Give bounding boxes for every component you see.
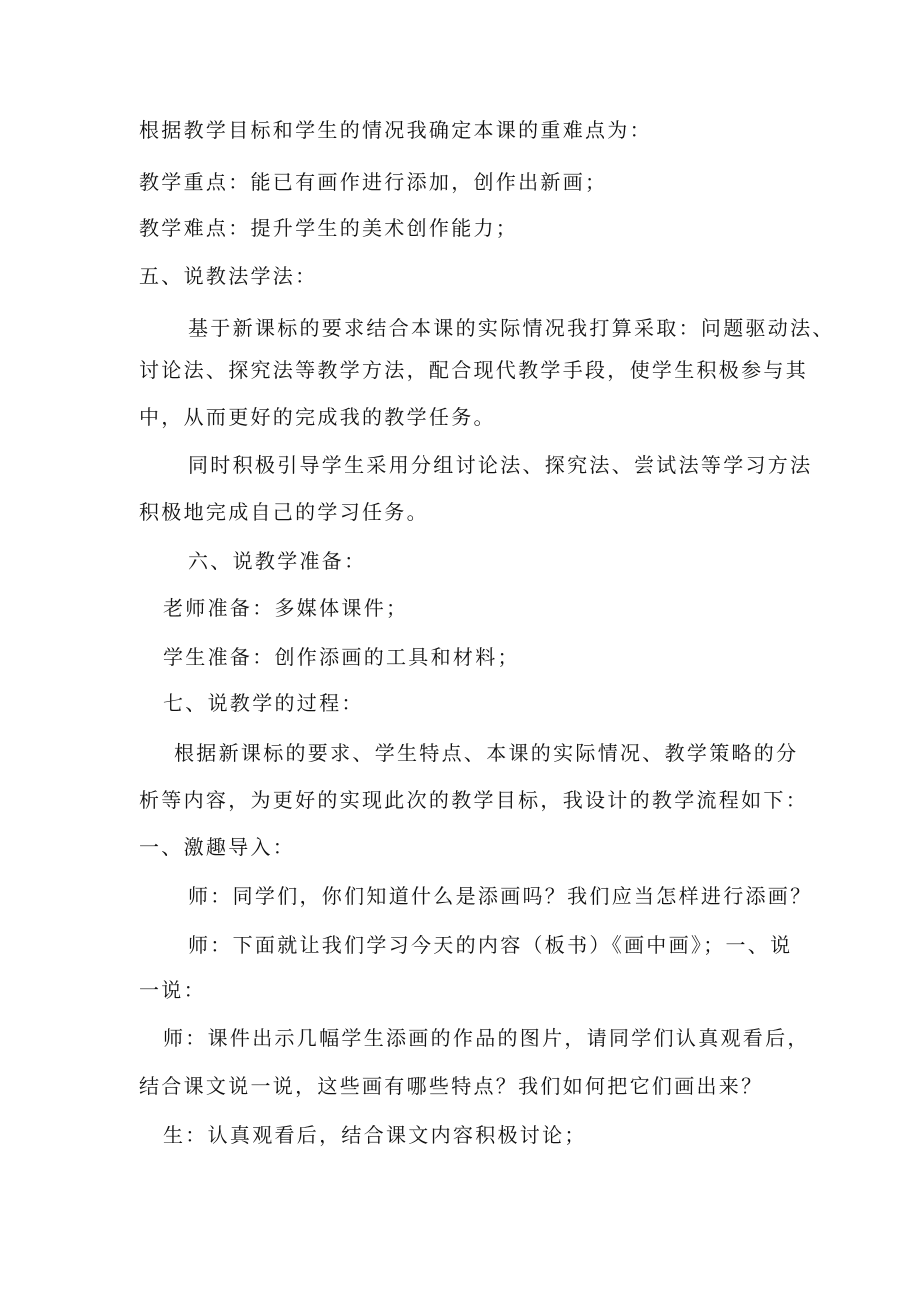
text-line-5: 基于新课标的要求结合本课的实际情况我打算采取：问题驱动法、 — [188, 316, 835, 340]
text-line-19: 一说： — [139, 978, 206, 1002]
section-heading-5: 五、说教法学法： — [139, 264, 318, 288]
text-line-20: 师：课件出示几幅学生添画的作品的图片，请同学们认真观看后， — [163, 1026, 810, 1050]
text-line-3: 教学难点：提升学生的美术创作能力； — [139, 216, 519, 240]
text-line-11: 老师准备：多媒体课件； — [163, 596, 409, 620]
section-heading-6: 六、说教学准备： — [188, 549, 367, 573]
subsection-heading-1: 一、激趣导入： — [139, 835, 296, 859]
text-line-8: 同时积极引导学生采用分组讨论法、探究法、尝试法等学习方法 — [188, 453, 813, 477]
text-line-9: 积极地完成自己的学习任务。 — [139, 500, 429, 524]
text-line-15: 析等内容，为更好的实现此次的教学目标，我设计的教学流程如下： — [139, 788, 808, 812]
text-line-12: 学生准备：创作添画的工具和材料； — [163, 645, 520, 669]
text-line-7: 中，从而更好的完成我的教学任务。 — [139, 405, 496, 429]
text-line-14: 根据新课标的要求、学生特点、本课的实际情况、教学策略的分 — [174, 741, 799, 765]
text-line-21: 结合课文说一说，这些画有哪些特点？我们如何把它们画出来？ — [139, 1074, 764, 1098]
text-line-18: 师：下面就让我们学习今天的内容（板书）《画中画》；一、说 — [188, 933, 793, 957]
text-line-2: 教学重点：能已有画作进行添加，创作出新画； — [139, 170, 608, 194]
text-line-6: 讨论法、探究法等教学方法，配合现代教学手段，使学生积极参与其 — [139, 358, 808, 382]
text-line-22: 生：认真观看后，结合课文内容积极讨论； — [163, 1123, 587, 1147]
section-heading-7: 七、说教学的过程： — [163, 691, 364, 715]
text-line-17: 师：同学们，你们知道什么是添画吗？我们应当怎样进行添画？ — [188, 884, 813, 908]
text-line-1: 根据教学目标和学生的情况我确定本课的重难点为： — [139, 118, 652, 142]
